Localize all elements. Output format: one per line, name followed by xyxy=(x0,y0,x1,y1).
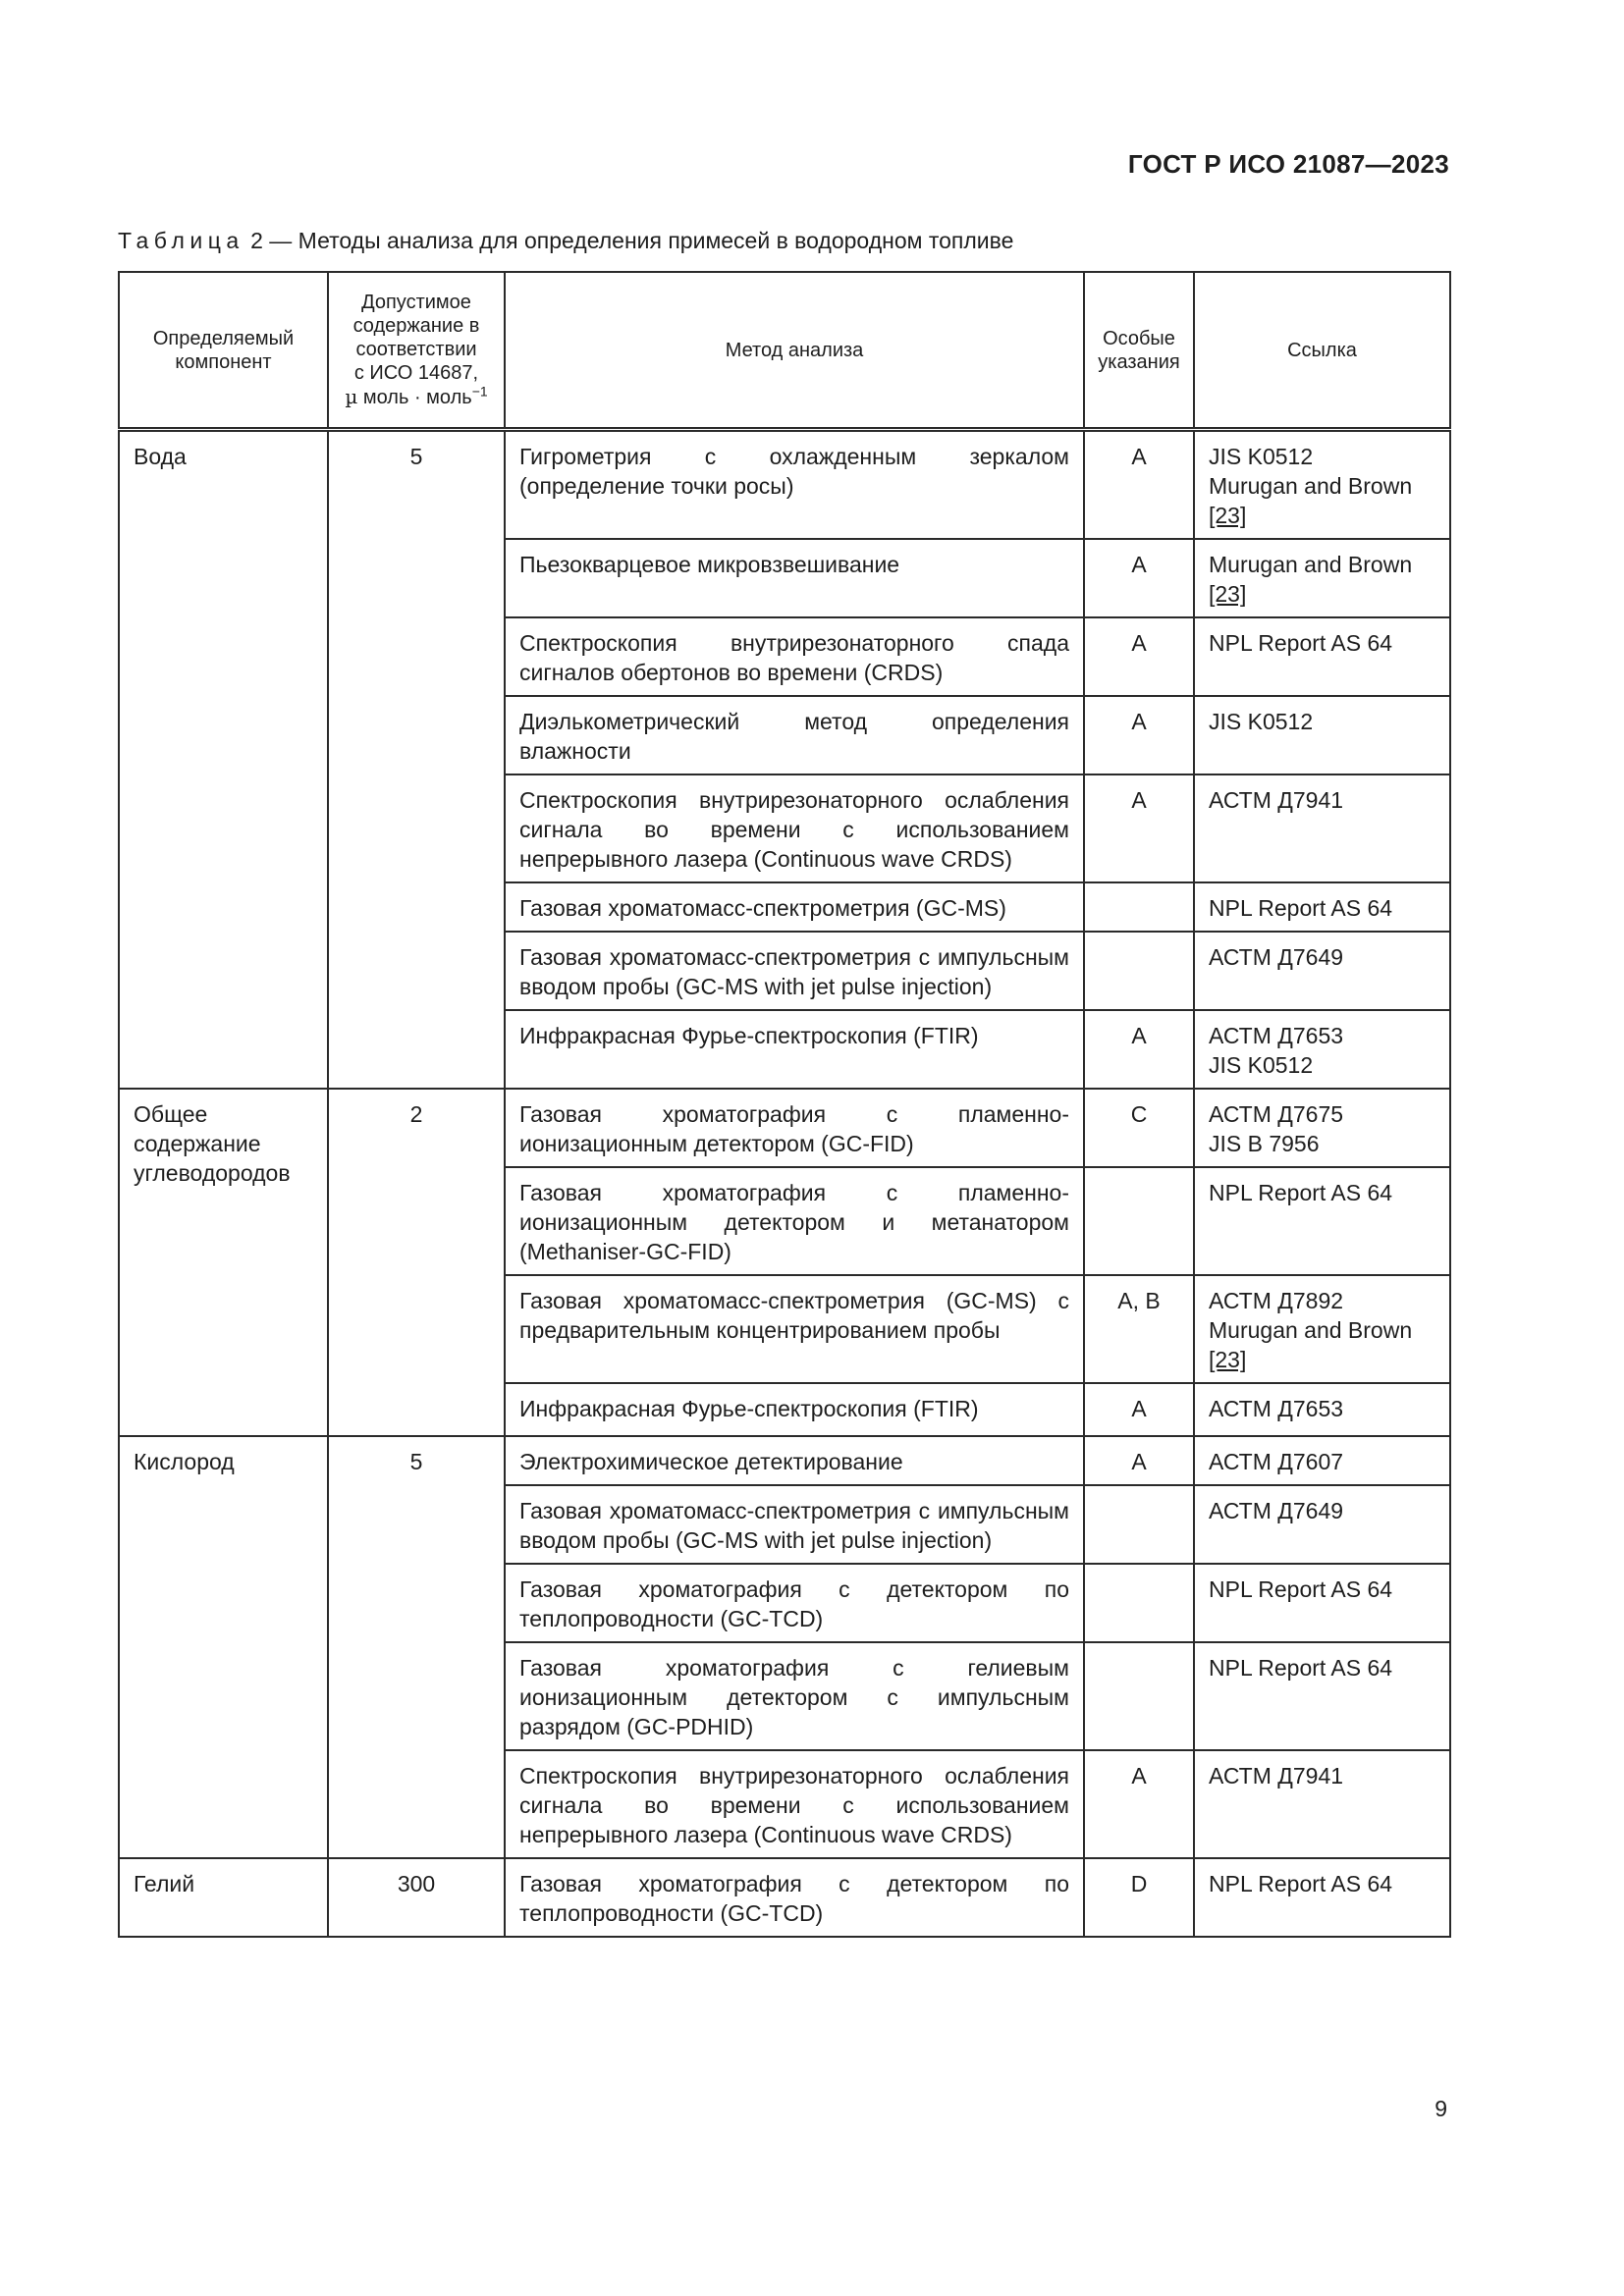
notes-cell xyxy=(1084,1485,1194,1564)
notes-cell xyxy=(1084,932,1194,1010)
component-cell: Общее содержание углеводородов xyxy=(119,1089,328,1436)
reference-line: NPL Report AS 64 xyxy=(1209,1576,1393,1602)
reference-line: NPL Report AS 64 xyxy=(1209,1871,1393,1896)
reference-line: JIS B 7956 xyxy=(1209,1131,1320,1156)
notes-cell: A, B xyxy=(1084,1275,1194,1383)
method-cell: Газовая хроматография с пламенно-ионизационным детектором и метанатором (Methaniser-GC-FID) xyxy=(505,1167,1084,1275)
header-limit xyxy=(328,272,505,430)
notes-cell xyxy=(1084,1564,1194,1642)
header-limit-line: с ИСО 14687, xyxy=(353,362,479,384)
reference-cell xyxy=(1194,932,1450,1010)
notes-cell: A xyxy=(1084,430,1194,540)
reference-line: АСТМ Д7649 xyxy=(1209,944,1344,970)
method-cell: Спектроскопия внутрирезонаторного ослабления сигнала во времени с использованием непрерывного лазера (Continuous wave CRDS) xyxy=(505,1750,1084,1858)
reference-line: АСТМ Д7607 xyxy=(1209,1449,1344,1474)
notes-cell xyxy=(1084,1167,1194,1275)
limit-cell: 2 xyxy=(328,1089,505,1436)
reference-cell xyxy=(1194,1383,1450,1436)
method-cell: Газовая хроматография с пламенно-ионизационным детектором (GC-FID) xyxy=(505,1089,1084,1167)
method-cell: Пьезокварцевое микровзвешивание xyxy=(505,539,1084,617)
limit-cell: 300 xyxy=(328,1858,505,1937)
caption-title: — Методы анализа для определения примесей в водородном топливе xyxy=(269,228,1014,253)
method-cell: Газовая хроматомасс-спектрометрия с импульсным вводом пробы (GC-MS with jet pulse injection) xyxy=(505,932,1084,1010)
header-reference: Ссылка xyxy=(1194,272,1450,430)
reference-line: NPL Report AS 64 xyxy=(1209,1655,1393,1681)
header-component: Определяемый компонент xyxy=(119,272,328,430)
method-cell: Газовая хроматомасс-спектрометрия с импульсным вводом пробы (GC-MS with jet pulse injection) xyxy=(505,1485,1084,1564)
header-notes-line: указания xyxy=(1098,350,1180,373)
header-limit-unit-text: моль · моль xyxy=(357,387,472,408)
reference-line: АСТМ Д7892 xyxy=(1209,1288,1344,1313)
table-caption xyxy=(118,228,1013,254)
reference-cell xyxy=(1194,882,1450,932)
notes-cell: A xyxy=(1084,1010,1194,1089)
bibliography-link[interactable]: [23] xyxy=(1209,581,1247,607)
reference-line: Murugan and Brown xyxy=(1209,552,1413,577)
method-cell: Гигрометрия с охлажденным зеркалом (определение точки росы) xyxy=(505,430,1084,540)
header-limit-line: соответствии xyxy=(355,339,477,360)
method-cell: Инфракрасная Фурье-спектроскопия (FTIR) xyxy=(505,1010,1084,1089)
document-code: ГОСТ Р ИСО 21087—2023 xyxy=(1127,149,1449,179)
method-cell: Спектроскопия внутрирезонаторного ослабления сигнала во времени с использованием непрерывного лазера (Continuous wave CRDS) xyxy=(505,774,1084,882)
notes-cell: D xyxy=(1084,1858,1194,1937)
reference-cell xyxy=(1194,1485,1450,1564)
notes-cell: A xyxy=(1084,696,1194,774)
reference-cell xyxy=(1194,617,1450,696)
notes-cell: C xyxy=(1084,1089,1194,1167)
bibliography-link[interactable]: [23] xyxy=(1209,503,1247,528)
reference-line: АСТМ Д7653 xyxy=(1209,1023,1344,1048)
limit-cell: 5 xyxy=(328,1436,505,1858)
method-cell: Газовая хроматомасс-спектрометрия (GC-MS) xyxy=(505,882,1084,932)
method-cell: Спектроскопия внутрирезонаторного спада сигналов обертонов во времени (CRDS) xyxy=(505,617,1084,696)
method-cell: Газовая хроматомасс-спектрометрия (GC-MS) с предварительным концентрированием пробы xyxy=(505,1275,1084,1383)
reference-line: Murugan and Brown xyxy=(1209,1317,1413,1343)
component-cell: Вода xyxy=(119,430,328,1090)
table-row xyxy=(119,430,1450,540)
header-limit-line: Допустимое xyxy=(361,292,471,313)
reference-cell xyxy=(1194,1010,1450,1089)
reference-line: JIS K0512 xyxy=(1209,1052,1314,1078)
notes-cell: A xyxy=(1084,617,1194,696)
header-method: Метод анализа xyxy=(505,272,1084,430)
reference-line: NPL Report AS 64 xyxy=(1209,895,1393,921)
header-limit-unit-exp: −1 xyxy=(471,383,488,400)
reference-line: JIS K0512 xyxy=(1209,709,1314,734)
reference-line: Murugan and Brown xyxy=(1209,473,1413,499)
reference-line: JIS K0512 xyxy=(1209,444,1314,469)
notes-cell xyxy=(1084,1642,1194,1750)
reference-line: АСТМ Д7653 xyxy=(1209,1396,1344,1421)
caption-label: Таблица xyxy=(118,228,244,253)
notes-cell: A xyxy=(1084,539,1194,617)
reference-cell xyxy=(1194,696,1450,774)
method-cell: Инфракрасная Фурье-спектроскопия (FTIR) xyxy=(505,1383,1084,1436)
method-cell: Газовая хроматография с гелиевым ионизационным детектором с импульсным разрядом (GC-PDHID) xyxy=(505,1642,1084,1750)
reference-cell xyxy=(1194,774,1450,882)
bibliography-link[interactable]: [23] xyxy=(1209,1347,1247,1372)
table-row xyxy=(119,1858,1450,1937)
method-cell: Газовая хроматография с детектором по теплопроводности (GC-TCD) xyxy=(505,1858,1084,1937)
page-number: 9 xyxy=(1435,2096,1447,2121)
reference-cell xyxy=(1194,1436,1450,1485)
table-row xyxy=(119,1436,1450,1485)
reference-line: АСТМ Д7941 xyxy=(1209,1763,1344,1789)
limit-cell: 5 xyxy=(328,430,505,1090)
table-header-row xyxy=(119,272,1450,430)
notes-cell xyxy=(1084,882,1194,932)
reference-cell xyxy=(1194,1642,1450,1750)
component-cell: Гелий xyxy=(119,1858,328,1937)
reference-line: АСТМ Д7649 xyxy=(1209,1498,1344,1523)
reference-cell xyxy=(1194,1750,1450,1858)
method-cell: Электрохимическое детектирование xyxy=(505,1436,1084,1485)
header-limit-line: содержание в xyxy=(352,315,480,337)
component-cell: Кислород xyxy=(119,1436,328,1858)
reference-cell xyxy=(1194,1089,1450,1167)
reference-cell xyxy=(1194,1167,1450,1275)
caption-number: 2 xyxy=(250,228,263,253)
reference-cell xyxy=(1194,430,1450,540)
header-notes-line: Особые xyxy=(1103,327,1175,349)
header-notes xyxy=(1084,272,1194,430)
table-row xyxy=(119,1089,1450,1167)
reference-line: NPL Report AS 64 xyxy=(1209,1180,1393,1205)
reference-line: NPL Report AS 64 xyxy=(1209,630,1393,656)
table-body xyxy=(119,430,1450,1938)
header-limit-mu: µ xyxy=(345,385,358,408)
notes-cell: A xyxy=(1084,1750,1194,1858)
notes-cell: A xyxy=(1084,1436,1194,1485)
header-limit-unit xyxy=(337,385,496,409)
reference-cell xyxy=(1194,1858,1450,1937)
reference-cell xyxy=(1194,1564,1450,1642)
methods-table xyxy=(118,271,1451,1938)
reference-line: АСТМ Д7675 xyxy=(1209,1101,1344,1127)
method-cell: Газовая хроматография с детектором по теплопроводности (GC-TCD) xyxy=(505,1564,1084,1642)
method-cell: Диэлькометрический метод определения влажности xyxy=(505,696,1084,774)
notes-cell: A xyxy=(1084,1383,1194,1436)
reference-cell xyxy=(1194,539,1450,617)
reference-line: АСТМ Д7941 xyxy=(1209,787,1344,813)
notes-cell: A xyxy=(1084,774,1194,882)
reference-cell xyxy=(1194,1275,1450,1383)
